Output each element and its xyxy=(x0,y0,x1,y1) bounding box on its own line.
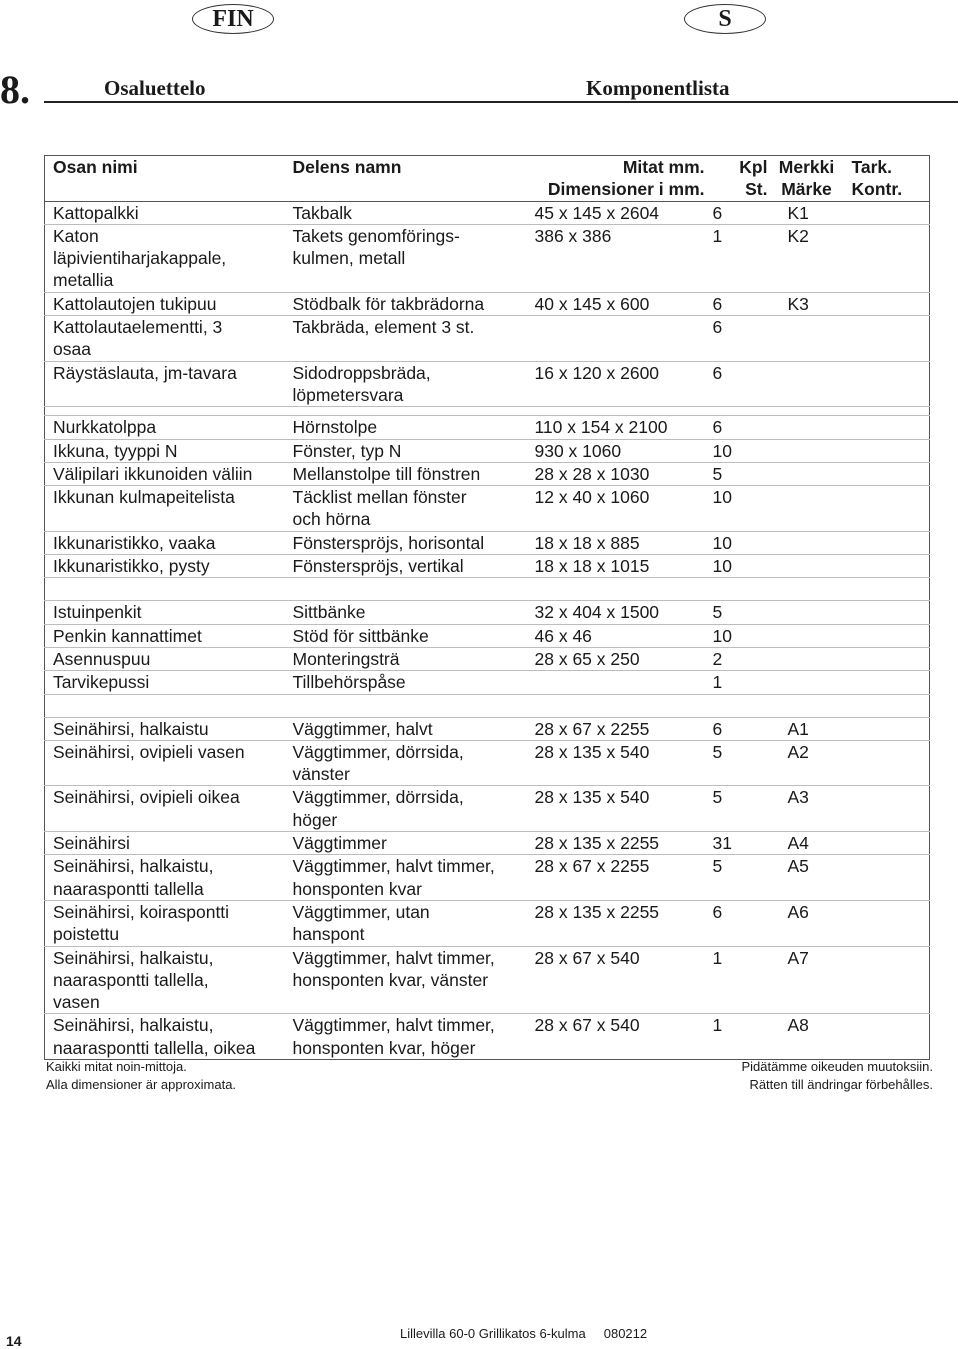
cell-quantity: 1 xyxy=(705,224,768,292)
language-badge-fin: FIN xyxy=(192,4,274,34)
cell-mark: K1 xyxy=(768,201,846,224)
header-name-fi: Osan nimi xyxy=(45,156,285,202)
cell-quantity: 10 xyxy=(705,555,768,578)
spacer-cell xyxy=(705,407,768,416)
cell-dimensions xyxy=(527,316,705,362)
spacer-cell xyxy=(45,694,285,717)
cell-dimensions: 28 x 135 x 2255 xyxy=(527,832,705,855)
cell-name-fi: Seinähirsi, halkaistu, naaraspontti tallella xyxy=(45,855,285,901)
cell-check xyxy=(846,416,930,439)
cell-name-fi: Seinähirsi, halkaistu, naaraspontti tallella, oikea xyxy=(45,1014,285,1060)
cell-dimensions: 18 x 18 x 885 xyxy=(527,531,705,554)
header-dimensions: Mitat mm. Dimensioner i mm. xyxy=(527,156,705,202)
cell-check xyxy=(846,786,930,832)
cell-check xyxy=(846,361,930,407)
cell-mark: A8 xyxy=(768,1014,846,1060)
table-row xyxy=(45,717,930,740)
cell-name-sv: Väggtimmer, dörrsida, höger xyxy=(285,786,527,832)
cell-name-fi: Ikkunaristikko, pysty xyxy=(45,555,285,578)
cell-check xyxy=(846,624,930,647)
cell-check xyxy=(846,439,930,462)
table-row xyxy=(45,531,930,554)
table-row xyxy=(45,439,930,462)
cell-mark xyxy=(768,624,846,647)
cell-quantity: 5 xyxy=(705,786,768,832)
cell-name-fi: Kattolautojen tukipuu xyxy=(45,292,285,315)
spacer-cell xyxy=(527,407,705,416)
cell-dimensions: 45 x 145 x 2604 xyxy=(527,201,705,224)
cell-quantity: 5 xyxy=(705,740,768,786)
cell-name-sv: Fönster, typ N xyxy=(285,439,527,462)
table-row xyxy=(45,201,930,224)
cell-dimensions: 930 x 1060 xyxy=(527,439,705,462)
cell-name-fi: Ikkuna, tyyppi N xyxy=(45,439,285,462)
cell-dimensions: 28 x 67 x 540 xyxy=(527,946,705,1014)
table-row xyxy=(45,555,930,578)
cell-name-sv: Fönsterspröjs, horisontal xyxy=(285,531,527,554)
cell-mark xyxy=(768,555,846,578)
cell-mark xyxy=(768,486,846,532)
table-row xyxy=(45,316,930,362)
cell-dimensions xyxy=(527,671,705,694)
cell-name-sv: Väggtimmer, halvt timmer, honsponten kvar, vänster xyxy=(285,946,527,1014)
cell-name-sv: Takbalk xyxy=(285,201,527,224)
cell-quantity: 1 xyxy=(705,671,768,694)
cell-name-fi: Välipilari ikkunoiden väliin xyxy=(45,462,285,485)
cell-name-fi: Kattopalkki xyxy=(45,201,285,224)
cell-dimensions: 110 x 154 x 2100 xyxy=(527,416,705,439)
cell-name-fi: Kattolautaelementti, 3 osaa xyxy=(45,316,285,362)
cell-check xyxy=(846,462,930,485)
cell-name-fi: Tarvikepussi xyxy=(45,671,285,694)
table-row xyxy=(45,361,930,407)
cell-check xyxy=(846,1014,930,1060)
cell-mark: A1 xyxy=(768,717,846,740)
cell-check xyxy=(846,316,930,362)
cell-quantity: 10 xyxy=(705,531,768,554)
table-row xyxy=(45,786,930,832)
cell-dimensions: 28 x 135 x 540 xyxy=(527,786,705,832)
cell-quantity: 10 xyxy=(705,439,768,462)
cell-name-fi: Seinähirsi, ovipieli oikea xyxy=(45,786,285,832)
cell-dimensions: 18 x 18 x 1015 xyxy=(527,555,705,578)
cell-name-fi: Nurkkatolppa xyxy=(45,416,285,439)
cell-name-fi: Seinähirsi, ovipieli vasen xyxy=(45,740,285,786)
cell-quantity: 6 xyxy=(705,416,768,439)
cell-dimensions: 386 x 386 xyxy=(527,224,705,292)
cell-quantity: 6 xyxy=(705,201,768,224)
cell-name-sv: Stödbalk för takbrädorna xyxy=(285,292,527,315)
cell-mark xyxy=(768,462,846,485)
table-row xyxy=(45,900,930,946)
cell-name-sv: Fönsterspröjs, vertikal xyxy=(285,555,527,578)
spacer-cell xyxy=(768,578,846,601)
cell-check xyxy=(846,292,930,315)
cell-name-fi: Seinähirsi, koiraspontti poistettu xyxy=(45,900,285,946)
cell-check xyxy=(846,832,930,855)
section-title-sv: Komponentlista xyxy=(586,76,730,100)
table-row xyxy=(45,416,930,439)
cell-mark: K3 xyxy=(768,292,846,315)
cell-quantity: 1 xyxy=(705,946,768,1014)
table-body xyxy=(45,201,930,1059)
table-row xyxy=(45,292,930,315)
table-row xyxy=(45,740,930,786)
cell-mark xyxy=(768,671,846,694)
cell-name-sv: Takbräda, element 3 st. xyxy=(285,316,527,362)
cell-check xyxy=(846,201,930,224)
spacer-cell xyxy=(285,578,527,601)
cell-quantity: 5 xyxy=(705,855,768,901)
cell-name-sv: Mellanstolpe till fönstren xyxy=(285,462,527,485)
table-row xyxy=(45,671,930,694)
cell-name-sv: Väggtimmer, utan hanspont xyxy=(285,900,527,946)
table-row xyxy=(45,462,930,485)
cell-quantity: 6 xyxy=(705,292,768,315)
table-header-row xyxy=(45,156,930,202)
cell-dimensions: 28 x 67 x 2255 xyxy=(527,717,705,740)
parts-table xyxy=(44,155,930,1060)
cell-name-sv: Väggtimmer, halvt timmer, honsponten kvar, höger xyxy=(285,1014,527,1060)
spacer-cell xyxy=(45,407,285,416)
cell-name-fi: Räystäslauta, jm-tavara xyxy=(45,361,285,407)
cell-quantity: 5 xyxy=(705,462,768,485)
cell-quantity: 1 xyxy=(705,1014,768,1060)
cell-quantity: 6 xyxy=(705,900,768,946)
table-spacer-row xyxy=(45,578,930,601)
cell-mark: A5 xyxy=(768,855,846,901)
cell-name-sv: Sidodroppsbräda, löpmetersvara xyxy=(285,361,527,407)
cell-quantity: 10 xyxy=(705,486,768,532)
cell-mark xyxy=(768,531,846,554)
spacer-cell xyxy=(527,578,705,601)
cell-dimensions: 16 x 120 x 2600 xyxy=(527,361,705,407)
table-row xyxy=(45,224,930,292)
cell-mark: A3 xyxy=(768,786,846,832)
cell-name-sv: Väggtimmer, halvt timmer, honsponten kvar xyxy=(285,855,527,901)
cell-check xyxy=(846,740,930,786)
table-row xyxy=(45,601,930,624)
cell-dimensions: 40 x 145 x 600 xyxy=(527,292,705,315)
table-row xyxy=(45,647,930,670)
spacer-cell xyxy=(846,407,930,416)
cell-mark xyxy=(768,601,846,624)
cell-name-sv: Väggtimmer, dörrsida, vänster xyxy=(285,740,527,786)
table-row xyxy=(45,855,930,901)
table-spacer-row xyxy=(45,694,930,717)
cell-mark: A2 xyxy=(768,740,846,786)
cell-check xyxy=(846,717,930,740)
cell-quantity: 2 xyxy=(705,647,768,670)
spacer-cell xyxy=(285,694,527,717)
cell-check xyxy=(846,555,930,578)
header-name-sv: Delens namn xyxy=(285,156,527,202)
cell-name-sv: Takets genomförings- kulmen, metall xyxy=(285,224,527,292)
cell-check xyxy=(846,224,930,292)
page-number: 14 xyxy=(6,1333,22,1349)
cell-mark xyxy=(768,647,846,670)
spacer-cell xyxy=(768,694,846,717)
cell-check xyxy=(846,900,930,946)
spacer-cell xyxy=(846,578,930,601)
section-title-fi: Osaluettelo xyxy=(104,76,206,100)
cell-quantity: 6 xyxy=(705,316,768,362)
note-approximate-dimensions: Kaikki mitat noin-mittoja. Alla dimensioner är approximata. xyxy=(46,1059,237,1092)
cell-name-fi: Ikkunaristikko, vaaka xyxy=(45,531,285,554)
cell-mark: A6 xyxy=(768,900,846,946)
cell-mark xyxy=(768,416,846,439)
cell-check xyxy=(846,531,930,554)
spacer-cell xyxy=(768,407,846,416)
cell-mark xyxy=(768,316,846,362)
cell-quantity: 10 xyxy=(705,624,768,647)
spacer-cell xyxy=(705,694,768,717)
cell-dimensions: 32 x 404 x 1500 xyxy=(527,601,705,624)
language-badge-s: S xyxy=(684,4,766,34)
cell-dimensions: 28 x 135 x 540 xyxy=(527,740,705,786)
table-row xyxy=(45,832,930,855)
header-quantity: Kpl St. xyxy=(705,156,768,202)
cell-dimensions: 12 x 40 x 1060 xyxy=(527,486,705,532)
cell-quantity: 6 xyxy=(705,717,768,740)
cell-dimensions: 28 x 67 x 2255 xyxy=(527,855,705,901)
table-row xyxy=(45,1014,930,1060)
cell-name-fi: Ikkunan kulmapeitelista xyxy=(45,486,285,532)
cell-dimensions: 28 x 67 x 540 xyxy=(527,1014,705,1060)
table-row xyxy=(45,486,930,532)
header-rule xyxy=(44,101,958,103)
cell-check xyxy=(846,601,930,624)
cell-mark: A7 xyxy=(768,946,846,1014)
section-number: 8. xyxy=(0,67,30,112)
cell-quantity: 5 xyxy=(705,601,768,624)
cell-name-fi: Penkin kannattimet xyxy=(45,624,285,647)
cell-name-sv: Hörnstolpe xyxy=(285,416,527,439)
cell-quantity: 31 xyxy=(705,832,768,855)
cell-name-sv: Väggtimmer xyxy=(285,832,527,855)
cell-mark: K2 xyxy=(768,224,846,292)
cell-name-fi: Seinähirsi, halkaistu xyxy=(45,717,285,740)
table-row xyxy=(45,946,930,1014)
cell-name-fi: Istuinpenkit xyxy=(45,601,285,624)
cell-dimensions: 46 x 46 xyxy=(527,624,705,647)
cell-name-sv: Monteringsträ xyxy=(285,647,527,670)
spacer-cell xyxy=(705,578,768,601)
spacer-cell xyxy=(527,694,705,717)
spacer-cell xyxy=(285,407,527,416)
cell-quantity: 6 xyxy=(705,361,768,407)
spacer-cell xyxy=(45,578,285,601)
cell-name-sv: Stöd för sittbänke xyxy=(285,624,527,647)
cell-check xyxy=(846,647,930,670)
header-check: Tark. Kontr. xyxy=(846,156,930,202)
cell-name-sv: Sittbänke xyxy=(285,601,527,624)
cell-name-fi: Asennuspuu xyxy=(45,647,285,670)
header-mark: Merkki Märke xyxy=(768,156,846,202)
cell-dimensions: 28 x 135 x 2255 xyxy=(527,900,705,946)
cell-name-sv: Tillbehörspåse xyxy=(285,671,527,694)
cell-name-sv: Täcklist mellan fönster och hörna xyxy=(285,486,527,532)
spacer-cell xyxy=(846,694,930,717)
cell-mark xyxy=(768,439,846,462)
table-spacer-row xyxy=(45,407,930,416)
cell-name-fi: Katon läpivientiharjakappale, metallia xyxy=(45,224,285,292)
cell-check xyxy=(846,855,930,901)
cell-mark xyxy=(768,361,846,407)
cell-check xyxy=(846,486,930,532)
cell-dimensions: 28 x 28 x 1030 xyxy=(527,462,705,485)
cell-dimensions: 28 x 65 x 250 xyxy=(527,647,705,670)
table-row xyxy=(45,624,930,647)
cell-name-fi: Seinähirsi xyxy=(45,832,285,855)
footer-document-id: Lillevilla 60-0 Grillikatos 6-kulma 080212 xyxy=(400,1326,648,1341)
cell-check xyxy=(846,671,930,694)
cell-check xyxy=(846,946,930,1014)
cell-mark: A4 xyxy=(768,832,846,855)
cell-name-fi: Seinähirsi, halkaistu, naaraspontti tallella, vasen xyxy=(45,946,285,1014)
cell-name-sv: Väggtimmer, halvt xyxy=(285,717,527,740)
note-right-to-changes: Pidätämme oikeuden muutoksiin. Rätten till ändringar förbehålles. xyxy=(741,1059,933,1092)
